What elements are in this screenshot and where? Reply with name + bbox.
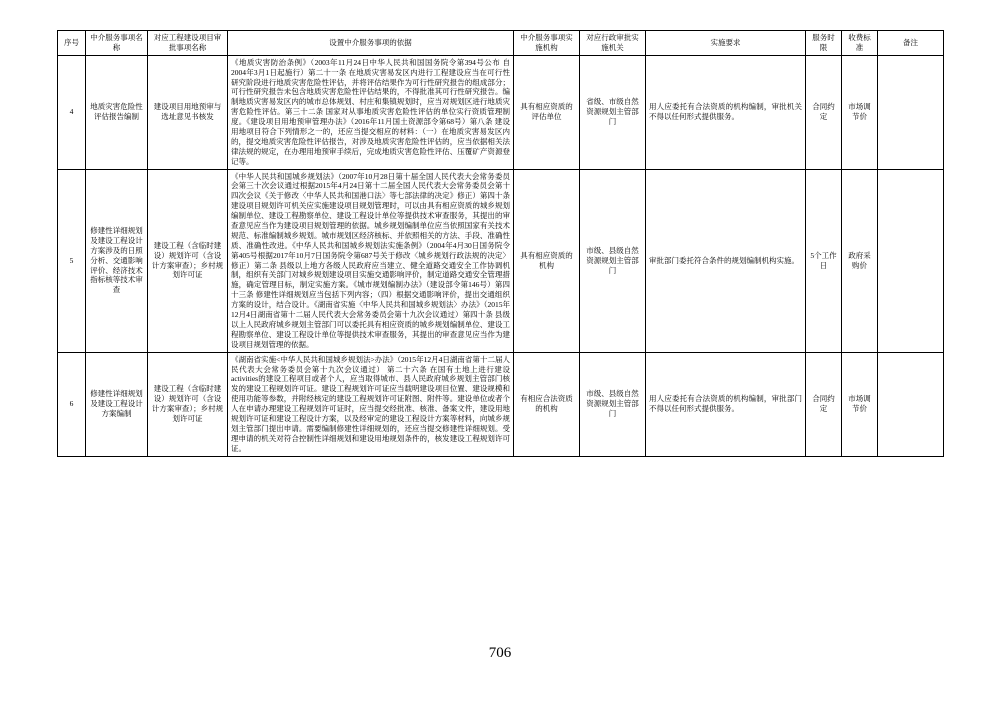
cell-requirement: 审批部门委托符合条件的规划编制机构实施。 bbox=[646, 169, 806, 352]
cell-fee: 市场调节价 bbox=[842, 352, 878, 456]
cell-service-name: 修建性详细规划及建设工程设计方案编制 bbox=[86, 352, 148, 456]
col-header-time: 服务时限 bbox=[806, 31, 842, 56]
intermediary-services-table bbox=[57, 30, 944, 457]
col-header-service-name: 中介服务事项名称 bbox=[86, 31, 148, 56]
table-body bbox=[58, 55, 944, 456]
cell-time: 合同约定 bbox=[806, 352, 842, 456]
cell-org: 有相应合法资质的机构 bbox=[514, 352, 580, 456]
cell-org: 具有相应资质的机构 bbox=[514, 169, 580, 352]
cell-time: 合同约定 bbox=[806, 55, 842, 169]
table-header bbox=[58, 31, 944, 56]
col-header-project-name: 对应工程建设项目审批事项名称 bbox=[148, 31, 228, 56]
cell-basis: 《地质灾害防治条例》（2003年11月24日中华人民共和国国务院令第394号公布 自2004年3月1日起施行）第二十一条 在地质灾害易发区内进行工程建设应当在可行性研究阶段进行地质灾害危险性评估，并将评估结果作为可行性研究报告的组成部分；可行性研究报告未包含地质灾害危险性评估结果的，不得批准其可行性研究报告。编制地质灾害易发区内的城市总体规划、村庄和集镇规划时，应当对规划区进行地质灾害危险性评估。第三十二条 国家对从事地质灾害危险性评估的单位实行资质管理制度。《建设项目用地预审管理办法》（2016年11月国土资源部令第68号）第八条 建设用地项目符合下列情形之一的，还应当提交相应的材料：（一）在地质灾害易发区内的，提交地质灾害危险性评估报告，对涉及地质灾害危险性评估的，应当依据相关法律法规的规定，在办理用地预审手续后，完成地质灾害危险性评估、压覆矿产资源登记等。 bbox=[228, 55, 514, 169]
cell-seq: 6 bbox=[58, 352, 86, 456]
cell-gov: 市级、县级自然资源规划主管部门 bbox=[580, 169, 646, 352]
col-header-org: 中介服务事项实施机构 bbox=[514, 31, 580, 56]
col-header-seq: 序号 bbox=[58, 31, 86, 56]
cell-basis: 《中华人民共和国城乡规划法》（2007年10月28日第十届全国人民代表大会常务委员会第三十次会议通过根据2015年4月24日第十二届全国人民代表大会常务委员会第十四次会议《关于修改〈中华人民共和国港口法〉等七部法律的决定》修正）第四十条 建设项目规划许可机关应实施建设项目规划管理时，可以由具有相应资质的城乡规划编制单位、建设工程勘察单位、建设工程设计单位等提供技术审查服务，其提出的审查意见应当作为建设项目规划管理的依据。城乡规划编制单位应当依照国家有关技术规范、标准编制城乡规划。城市规划区经济核标、并依照相关的方法、手段、准确性质、准确性改进。《中华人民共和国城乡规划法实施条例》（2004年4月30日国务院令第405号根据2017年10月7日国务院令第687号关于修改〈城乡规划行政法规的决定〉修正）第二条 县级以上地方各级人民政府应当建立、健全道路交通安全工作协调机制，组织有关部门对城乡规划建设项目实施交通影响评价，制定道路交通安全管理措施，确定管理目标，制定实施方案。《城市规划编制办法》（建设部令第146号）第四十三条 修建性详细规划应当包括下列内容；（四）根据交通影响评价，提出交通组织方案的设计，结合设计。《湖南省实施〈中华人民共和国城乡规划法〉办法》（2015年12月4日湖南省第十二届人民代表大会常务委员会第十九次会议通过）第四十条 县级以上人民政府城乡规划主管部门可以委托具有相应资质的城乡规划编制单位、建设工程勘察单位、建设工程设计单位等提供技术审查服务，其提出的审查意见应当作为建设项目规划管理的依据。 bbox=[228, 169, 514, 352]
cell-fee: 政府采购价 bbox=[842, 169, 878, 352]
cell-remark bbox=[878, 352, 944, 456]
cell-gov: 省级、市级自然资源规划主管部门 bbox=[580, 55, 646, 169]
table-row bbox=[58, 55, 944, 169]
cell-requirement: 用人应委托有合法资质的机构编制，审批机关不得以任何形式提供服务。 bbox=[646, 55, 806, 169]
page-number: 706 bbox=[488, 645, 512, 661]
cell-project-name: 建设工程（含临时建设）规划许可（含设计方案审查）；乡村规划许可证 bbox=[148, 169, 228, 352]
cell-gov: 市级、县级自然资源规划主管部门 bbox=[580, 352, 646, 456]
col-header-gov: 对应行政审批实施机关 bbox=[580, 31, 646, 56]
cell-project-name: 建设项目用地预审与选址意见书核发 bbox=[148, 55, 228, 169]
table-row bbox=[58, 352, 944, 456]
cell-service-name: 修建性详细规划及建设工程设计方案涉及的日照分析、交通影响评价、经济技术指标核等技术审查 bbox=[86, 169, 148, 352]
cell-seq: 4 bbox=[58, 55, 86, 169]
col-header-remark: 备注 bbox=[878, 31, 944, 56]
col-header-requirement: 实施要求 bbox=[646, 31, 806, 56]
cell-remark bbox=[878, 55, 944, 169]
table-header-row bbox=[58, 31, 944, 56]
cell-time: 5个工作日 bbox=[806, 169, 842, 352]
col-header-basis: 设置中介服务事项的依据 bbox=[228, 31, 514, 56]
cell-seq: 5 bbox=[58, 169, 86, 352]
cell-service-name: 地质灾害危险性评估报告编制 bbox=[86, 55, 148, 169]
cell-basis: 《湖南省实施<中华人民共和国城乡规划法>办法》（2015年12月4日湖南省第十二届人民代表大会常务委员会第十九次会议通过） 第二十六条 在国有土地上进行建设activities的建设工程项目或者个人，应当取得城市、县人民政府城乡规划主管部门核发的建设工程规划许可证。建设工程规划许可证应当载明建设项目位置、建设规模和使用功能等参数，并附经核定的建设工程规划许可证附图、附件等。建设单位或者个人在申请办理建设工程规划许可证时，应当提交经批准、核准、备案文件，建设用地规划许可证和建设工程设计方案，以及经审定的建设工程设计方案等材料，向城乡规划主管部门提出申请。需要编制修建性详细规划的，还应当提交修建性详细规划。受理申请的机关对符合控制性详细规划和建设用地规划条件的，核发建设工程规划许可证。 bbox=[228, 352, 514, 456]
col-header-fee: 收费标准 bbox=[842, 31, 878, 56]
cell-requirement: 用人应委托有合法资质的机构编制，审批部门不得以任何形式提供服务。 bbox=[646, 352, 806, 456]
cell-remark bbox=[878, 169, 944, 352]
cell-org: 具有相应资质的评估单位 bbox=[514, 55, 580, 169]
table-row bbox=[58, 169, 944, 352]
cell-fee: 市场调节价 bbox=[842, 55, 878, 169]
cell-project-name: 建设工程（含临时建设）规划许可（含设计方案审查）；乡村规划许可证 bbox=[148, 352, 228, 456]
